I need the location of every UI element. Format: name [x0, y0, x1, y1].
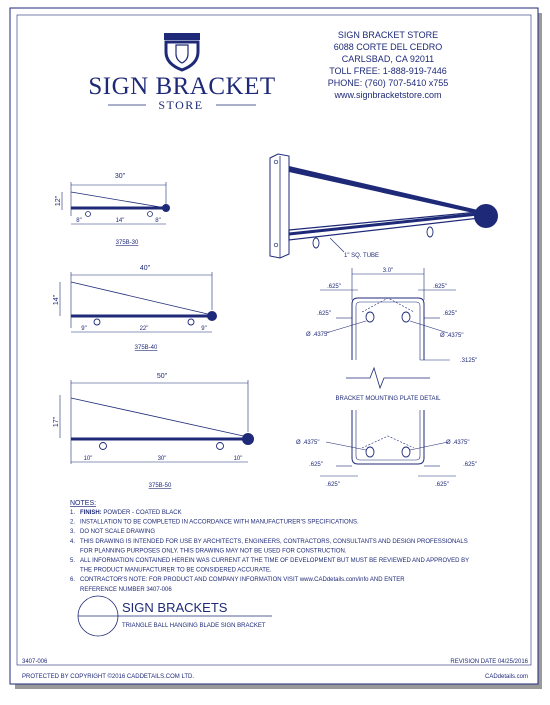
bracket-40-right-dim: 9" — [201, 326, 207, 332]
note-text: FOR PLANNING PURPOSES ONLY. THIS DRAWING MAY NOT BE USED FOR CONSTRUCTION. — [80, 548, 347, 555]
drawing-subtitle: TRIANGLE BALL HANGING BLADE SIGN BRACKET — [122, 623, 266, 629]
bracket-30-left-dim: 8" — [76, 218, 82, 224]
bracket-30-mid-dim: 14" — [115, 218, 125, 224]
company-address1: 6088 CORTE DEL CEDRO — [333, 42, 443, 52]
bracket-50-ball — [242, 433, 254, 445]
note-text: INSTALLATION TO BE COMPLETED IN ACCORDANCE WITH MANUFACTURER'S SPECIFICATIONS. — [80, 519, 359, 526]
note-number: 6. — [70, 577, 76, 584]
company-address2: CARLSBAD, CA 92011 — [341, 54, 435, 64]
plate-dim-625-top-left: .625" — [327, 284, 341, 290]
company-website[interactable]: www.signbracketstore.com — [334, 90, 442, 100]
caddetails-brand[interactable]: CADdetails.com — [484, 674, 528, 680]
plate-hole-dim-top-left: Ø .4375" — [306, 332, 330, 338]
bracket-40-label: 375B-40 — [134, 345, 158, 351]
bracket-40-left-dim: 9" — [81, 326, 87, 332]
bracket-50-left-dim: 10" — [83, 456, 93, 462]
bracket-40-height-dim: 14" — [53, 294, 60, 306]
plate-dim-625-foot-right: .625" — [435, 482, 449, 488]
note-number: 4. — [70, 538, 76, 545]
plate-dim-625-bottom-right: .625" — [463, 462, 477, 468]
drawing-title: SIGN BRACKETS — [122, 600, 228, 615]
plate-hole — [274, 160, 278, 164]
plate-hole — [274, 243, 278, 247]
wall-plate — [270, 154, 289, 258]
note-text: CONTRACTOR'S NOTE: FOR PRODUCT AND COMPANY INFORMATION VISIT www.CADdetails.com/info AND ENTER — [80, 577, 405, 584]
copyright-text: PROTECTED BY COPYRIGHT ©2016 CADDETAILS.COM LTD. — [22, 674, 195, 680]
plate-dim-625-top-right: .625" — [433, 284, 447, 290]
revision-date: REVISION DATE 04/25/2016 — [450, 659, 528, 665]
bracket-40-ball — [207, 311, 217, 321]
plate-hole-dim-top-right: Ø .4375" — [440, 333, 464, 339]
bracket-30-label: 375B-30 — [115, 240, 139, 246]
bracket-50-total-dim: 50" — [156, 373, 168, 380]
tube-label: 1" SQ. TUBE — [344, 253, 380, 259]
logo-shield-top — [164, 33, 200, 40]
bracket-50-label: 375B-50 — [148, 483, 172, 489]
plate-dim-625-foot-left: .625" — [326, 482, 340, 488]
bracket-30-total-dim: 30" — [114, 173, 126, 180]
note-number: 5. — [70, 558, 76, 564]
logo-sub-text: STORE — [158, 98, 204, 112]
plate-detail-title: BRACKET MOUNTING PLATE DETAIL — [335, 396, 441, 402]
bracket-30-height-dim: 12" — [55, 195, 62, 207]
bracket-50-mid-dim: 30" — [157, 456, 167, 462]
company-phone: PHONE: (760) 707-5410 x755 — [327, 78, 449, 88]
note-text: DO NOT SCALE DRAWING — [80, 529, 156, 536]
bracket-40-mid-dim: 22" — [139, 326, 149, 332]
company-tollfree: TOLL FREE: 1-888-919-7446 — [329, 66, 447, 76]
note-number: 2. — [70, 519, 76, 526]
bracket-50-height-dim: 17" — [53, 416, 60, 428]
bracket-30-right-dim: 8" — [155, 218, 161, 224]
company-name: SIGN BRACKET STORE — [337, 30, 439, 40]
notes-heading: NOTES: — [70, 500, 97, 507]
plate-dim-625-bottom-left: .625" — [309, 462, 323, 468]
note-number: 1. — [70, 510, 76, 516]
note-text: THE PRODUCT MANUFACTURER TO BE CONSIDERED ACCURATE. — [80, 567, 272, 574]
iso-ball — [474, 204, 498, 228]
bracket-40-total-dim: 40" — [139, 265, 151, 272]
plate-dim-625-side-left: .625" — [317, 311, 331, 317]
note-number: 3. — [70, 529, 76, 536]
reference-number: 3407-006 — [22, 659, 48, 665]
logo-main-text: SIGN BRACKET — [88, 73, 276, 100]
bracket-50-right-dim: 10" — [233, 456, 243, 462]
logo-shield-inner — [176, 45, 188, 63]
plate-hole-dim-bottom-left: Ø .4375" — [296, 440, 320, 446]
note-text: ALL INFORMATION CONTAINED HEREIN WAS CURRENT AT THE TIME OF DEVELOPMENT BUT MUST BE REVIEWED AND APPROVED BY — [80, 558, 470, 564]
plate-thickness-dim: .3125" — [460, 358, 478, 364]
note-text: REFERENCE NUMBER 3407-006 — [80, 586, 172, 593]
plate-dim-625-side-right: .625" — [443, 311, 457, 317]
note-text: FINISH: POWDER - COATED BLACK — [80, 510, 182, 516]
bracket-30-ball — [162, 204, 170, 212]
plate-hole-dim-bottom-right: Ø .4375" — [446, 440, 470, 446]
plate-width-dim: 3.0" — [382, 268, 394, 274]
note-text: THIS DRAWING IS INTENDED FOR USE BY ARCHITECTS, ENGINEERS, CONTRACTORS, CONSULTANTS AND DESIGN PROFESSIONALS — [80, 538, 468, 545]
